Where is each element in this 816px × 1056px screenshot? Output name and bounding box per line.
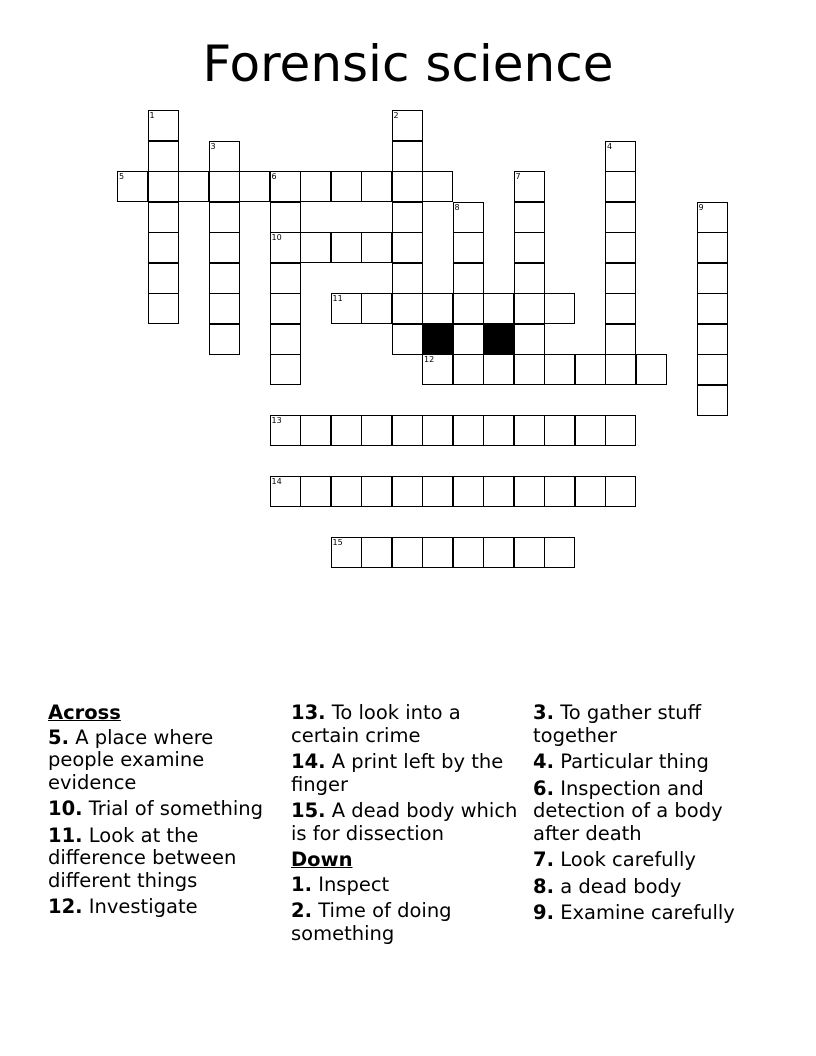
- clue-text: A dead body which is for dissection: [291, 799, 518, 845]
- grid-cell[interactable]: [544, 415, 575, 446]
- grid-cell[interactable]: [270, 263, 301, 294]
- black-square: [483, 324, 514, 355]
- grid-cell[interactable]: [514, 324, 545, 355]
- grid-cell[interactable]: [270, 324, 301, 355]
- grid-cell[interactable]: [361, 415, 392, 446]
- grid-cell[interactable]: [697, 324, 728, 355]
- grid-cell[interactable]: [453, 263, 484, 294]
- grid-cell[interactable]: [453, 415, 484, 446]
- grid-cell[interactable]: [697, 354, 728, 385]
- grid-cell[interactable]: [453, 476, 484, 507]
- clue-text: Particular thing: [560, 750, 709, 773]
- grid-cell[interactable]: [392, 110, 423, 141]
- clue-number: 10.: [48, 797, 83, 820]
- clue: [533, 902, 763, 925]
- grid-cell[interactable]: [209, 232, 240, 263]
- grid-cell[interactable]: [392, 415, 423, 446]
- grid-cell[interactable]: [331, 293, 362, 324]
- clue: [291, 900, 523, 945]
- clue-number: 12.: [48, 895, 83, 918]
- grid-cell[interactable]: [514, 415, 545, 446]
- clue-number: 3: [210, 141, 216, 151]
- grid-cell[interactable]: [605, 232, 636, 263]
- clue-text: a dead body: [560, 874, 682, 898]
- grid-cell[interactable]: [483, 354, 514, 385]
- grid-cell[interactable]: [514, 202, 545, 233]
- grid-cell[interactable]: [575, 476, 606, 507]
- clue: [533, 849, 763, 872]
- grid-cell[interactable]: [392, 141, 423, 172]
- clue-number: 4.: [533, 750, 554, 773]
- grid-cell[interactable]: [148, 202, 179, 233]
- clue-column-2: [291, 702, 523, 949]
- grid-cell[interactable]: [331, 476, 362, 507]
- clue-number: 9.: [533, 901, 554, 924]
- clue-number: 6: [271, 172, 277, 181]
- grid-cell[interactable]: [697, 232, 728, 263]
- grid-cell[interactable]: [270, 232, 301, 263]
- grid-cell[interactable]: [392, 232, 423, 263]
- grid-cell[interactable]: [697, 263, 728, 294]
- clue-number: 10: [271, 233, 282, 242]
- clue-text: A print left by the finger: [291, 750, 504, 796]
- grid-cell[interactable]: [422, 171, 453, 202]
- grid-cell[interactable]: [605, 324, 636, 355]
- grid-cell[interactable]: [514, 293, 545, 324]
- clue-number: 2: [393, 111, 399, 120]
- clue-number: 7.: [533, 848, 554, 871]
- grid-cell[interactable]: [544, 293, 575, 324]
- grid-cell[interactable]: [361, 537, 392, 568]
- clue-text: Look carefully: [560, 848, 696, 871]
- grid-cell[interactable]: [270, 202, 301, 233]
- grid-cell[interactable]: [605, 476, 636, 507]
- clue-number: 3.: [533, 701, 554, 724]
- grid-cell[interactable]: [209, 202, 240, 233]
- grid-cell[interactable]: [544, 354, 575, 385]
- clue-number: 15: [332, 538, 343, 547]
- clue-number: 8.: [533, 874, 554, 898]
- grid-cell[interactable]: [361, 293, 392, 324]
- grid-cell[interactable]: [392, 202, 423, 233]
- grid-cell[interactable]: [514, 232, 545, 263]
- grid-cell[interactable]: [148, 110, 179, 141]
- clue: [533, 702, 763, 747]
- grid-cell[interactable]: [148, 293, 179, 324]
- grid-cell[interactable]: [514, 476, 545, 507]
- grid-cell[interactable]: [209, 293, 240, 324]
- clue: [291, 702, 523, 747]
- black-square: [422, 324, 453, 355]
- clue-number: 12: [424, 355, 435, 364]
- grid-cell[interactable]: [239, 171, 270, 202]
- grid-cell[interactable]: [605, 354, 636, 385]
- grid-cell[interactable]: [575, 354, 606, 385]
- grid-cell[interactable]: [361, 232, 392, 263]
- clue-number: 11.: [48, 823, 83, 847]
- clue-text: Investigate: [88, 895, 198, 918]
- grid-cell[interactable]: [422, 476, 453, 507]
- clue-text: Look at the difference between different things: [48, 823, 237, 892]
- down-heading: Down: [291, 848, 353, 871]
- grid-cell[interactable]: [392, 263, 423, 294]
- grid-cell[interactable]: [209, 324, 240, 355]
- grid-cell[interactable]: [209, 141, 240, 172]
- grid-cell[interactable]: [544, 476, 575, 507]
- clue-number: 6.: [533, 776, 554, 800]
- grid-cell[interactable]: [270, 415, 301, 446]
- clue-number: 8: [454, 202, 460, 212]
- grid-cell[interactable]: [209, 263, 240, 294]
- grid-cell[interactable]: [392, 476, 423, 507]
- clue-text: Examine carefully: [560, 901, 735, 924]
- grid-cell[interactable]: [453, 202, 484, 233]
- grid-cell[interactable]: [331, 232, 362, 263]
- clue-text: A place where people examine evidence: [48, 725, 214, 794]
- clue-number: 11: [332, 294, 343, 303]
- grid-cell[interactable]: [636, 354, 667, 385]
- grid-cell[interactable]: [392, 537, 423, 568]
- grid-cell[interactable]: [483, 415, 514, 446]
- clue: [533, 751, 763, 774]
- clue-number: 5.: [48, 725, 69, 749]
- puzzle-title: Forensic science: [202, 35, 614, 93]
- grid-cell[interactable]: [605, 171, 636, 202]
- grid-cell[interactable]: [453, 354, 484, 385]
- grid-cell[interactable]: [483, 537, 514, 568]
- clue: [533, 876, 763, 899]
- clue-number: 9: [698, 202, 704, 212]
- clue-number: 14.: [291, 750, 326, 773]
- grid-cell[interactable]: [270, 171, 301, 202]
- grid-cell[interactable]: [544, 537, 575, 568]
- grid-cell[interactable]: [270, 354, 301, 385]
- grid-cell[interactable]: [361, 171, 392, 202]
- clue: [291, 874, 523, 897]
- clue-text: Time of doing something: [291, 899, 452, 945]
- grid-cell[interactable]: [514, 354, 545, 385]
- grid-cell[interactable]: [392, 293, 423, 324]
- clue-number: 14: [271, 477, 282, 486]
- grid-cell[interactable]: [422, 415, 453, 446]
- grid-cell[interactable]: [453, 293, 484, 324]
- clue: [48, 825, 276, 893]
- grid-cell[interactable]: [331, 171, 362, 202]
- clue-number: 7: [515, 172, 521, 181]
- clue-column-1: [48, 702, 276, 923]
- clue: [48, 896, 276, 919]
- clue-text: Inspection and detection of a body after death: [533, 776, 723, 845]
- grid-cell[interactable]: [422, 354, 453, 385]
- grid-cell[interactable]: [483, 293, 514, 324]
- grid-cell[interactable]: [697, 293, 728, 324]
- clue-number: 2.: [291, 899, 312, 922]
- clue: [291, 800, 523, 845]
- grid-cell[interactable]: [422, 537, 453, 568]
- clue-number: 1.: [291, 872, 312, 896]
- grid-cell[interactable]: [392, 324, 423, 355]
- grid-cell[interactable]: [117, 171, 148, 202]
- clue: [48, 798, 276, 821]
- grid-cell[interactable]: [392, 171, 423, 202]
- clue-number: 1: [149, 111, 155, 120]
- grid-cell[interactable]: [300, 415, 331, 446]
- grid-cell[interactable]: [148, 171, 179, 202]
- grid-cell[interactable]: [453, 537, 484, 568]
- grid-cell[interactable]: [514, 263, 545, 294]
- grid-cell[interactable]: [605, 263, 636, 294]
- grid-cell[interactable]: [514, 171, 545, 202]
- clue: [533, 778, 763, 846]
- grid-cell[interactable]: [300, 232, 331, 263]
- clue-number: 15.: [291, 799, 326, 822]
- clue-number: 4: [607, 141, 613, 151]
- grid-cell[interactable]: [697, 385, 728, 416]
- grid-cell[interactable]: [148, 141, 179, 172]
- grid-cell[interactable]: [605, 415, 636, 446]
- across-heading: Across: [48, 701, 121, 724]
- grid-cell[interactable]: [605, 202, 636, 233]
- grid-cell[interactable]: [453, 324, 484, 355]
- grid-cell[interactable]: [209, 171, 240, 202]
- clue-number: 13.: [291, 701, 326, 724]
- grid-cell[interactable]: [270, 476, 301, 507]
- grid-cell[interactable]: [148, 263, 179, 294]
- grid-cell[interactable]: [148, 232, 179, 263]
- clue-text: To gather stuff together: [533, 701, 702, 747]
- clue-number: 13: [271, 416, 282, 425]
- grid-cell[interactable]: [697, 202, 728, 233]
- grid-cell[interactable]: [605, 141, 636, 172]
- grid-cell[interactable]: [331, 415, 362, 446]
- clue-number: 5: [119, 172, 125, 181]
- clue: [48, 727, 276, 795]
- grid-cell[interactable]: [270, 293, 301, 324]
- grid-cell[interactable]: [422, 293, 453, 324]
- grid-cell[interactable]: [575, 415, 606, 446]
- grid-cell[interactable]: [514, 537, 545, 568]
- clue-text: Trial of something: [88, 797, 264, 820]
- clue: [291, 751, 523, 796]
- clue-text: Inspect: [318, 872, 390, 896]
- clue-text: To look into a certain crime: [291, 701, 461, 747]
- grid-cell[interactable]: [361, 476, 392, 507]
- grid-cell[interactable]: [453, 232, 484, 263]
- grid-cell[interactable]: [483, 476, 514, 507]
- grid-cell[interactable]: [178, 171, 209, 202]
- grid-cell[interactable]: [331, 537, 362, 568]
- grid-cell[interactable]: [300, 171, 331, 202]
- grid-cell[interactable]: [300, 476, 331, 507]
- clue-column-3: [533, 702, 763, 929]
- grid-cell[interactable]: [605, 293, 636, 324]
